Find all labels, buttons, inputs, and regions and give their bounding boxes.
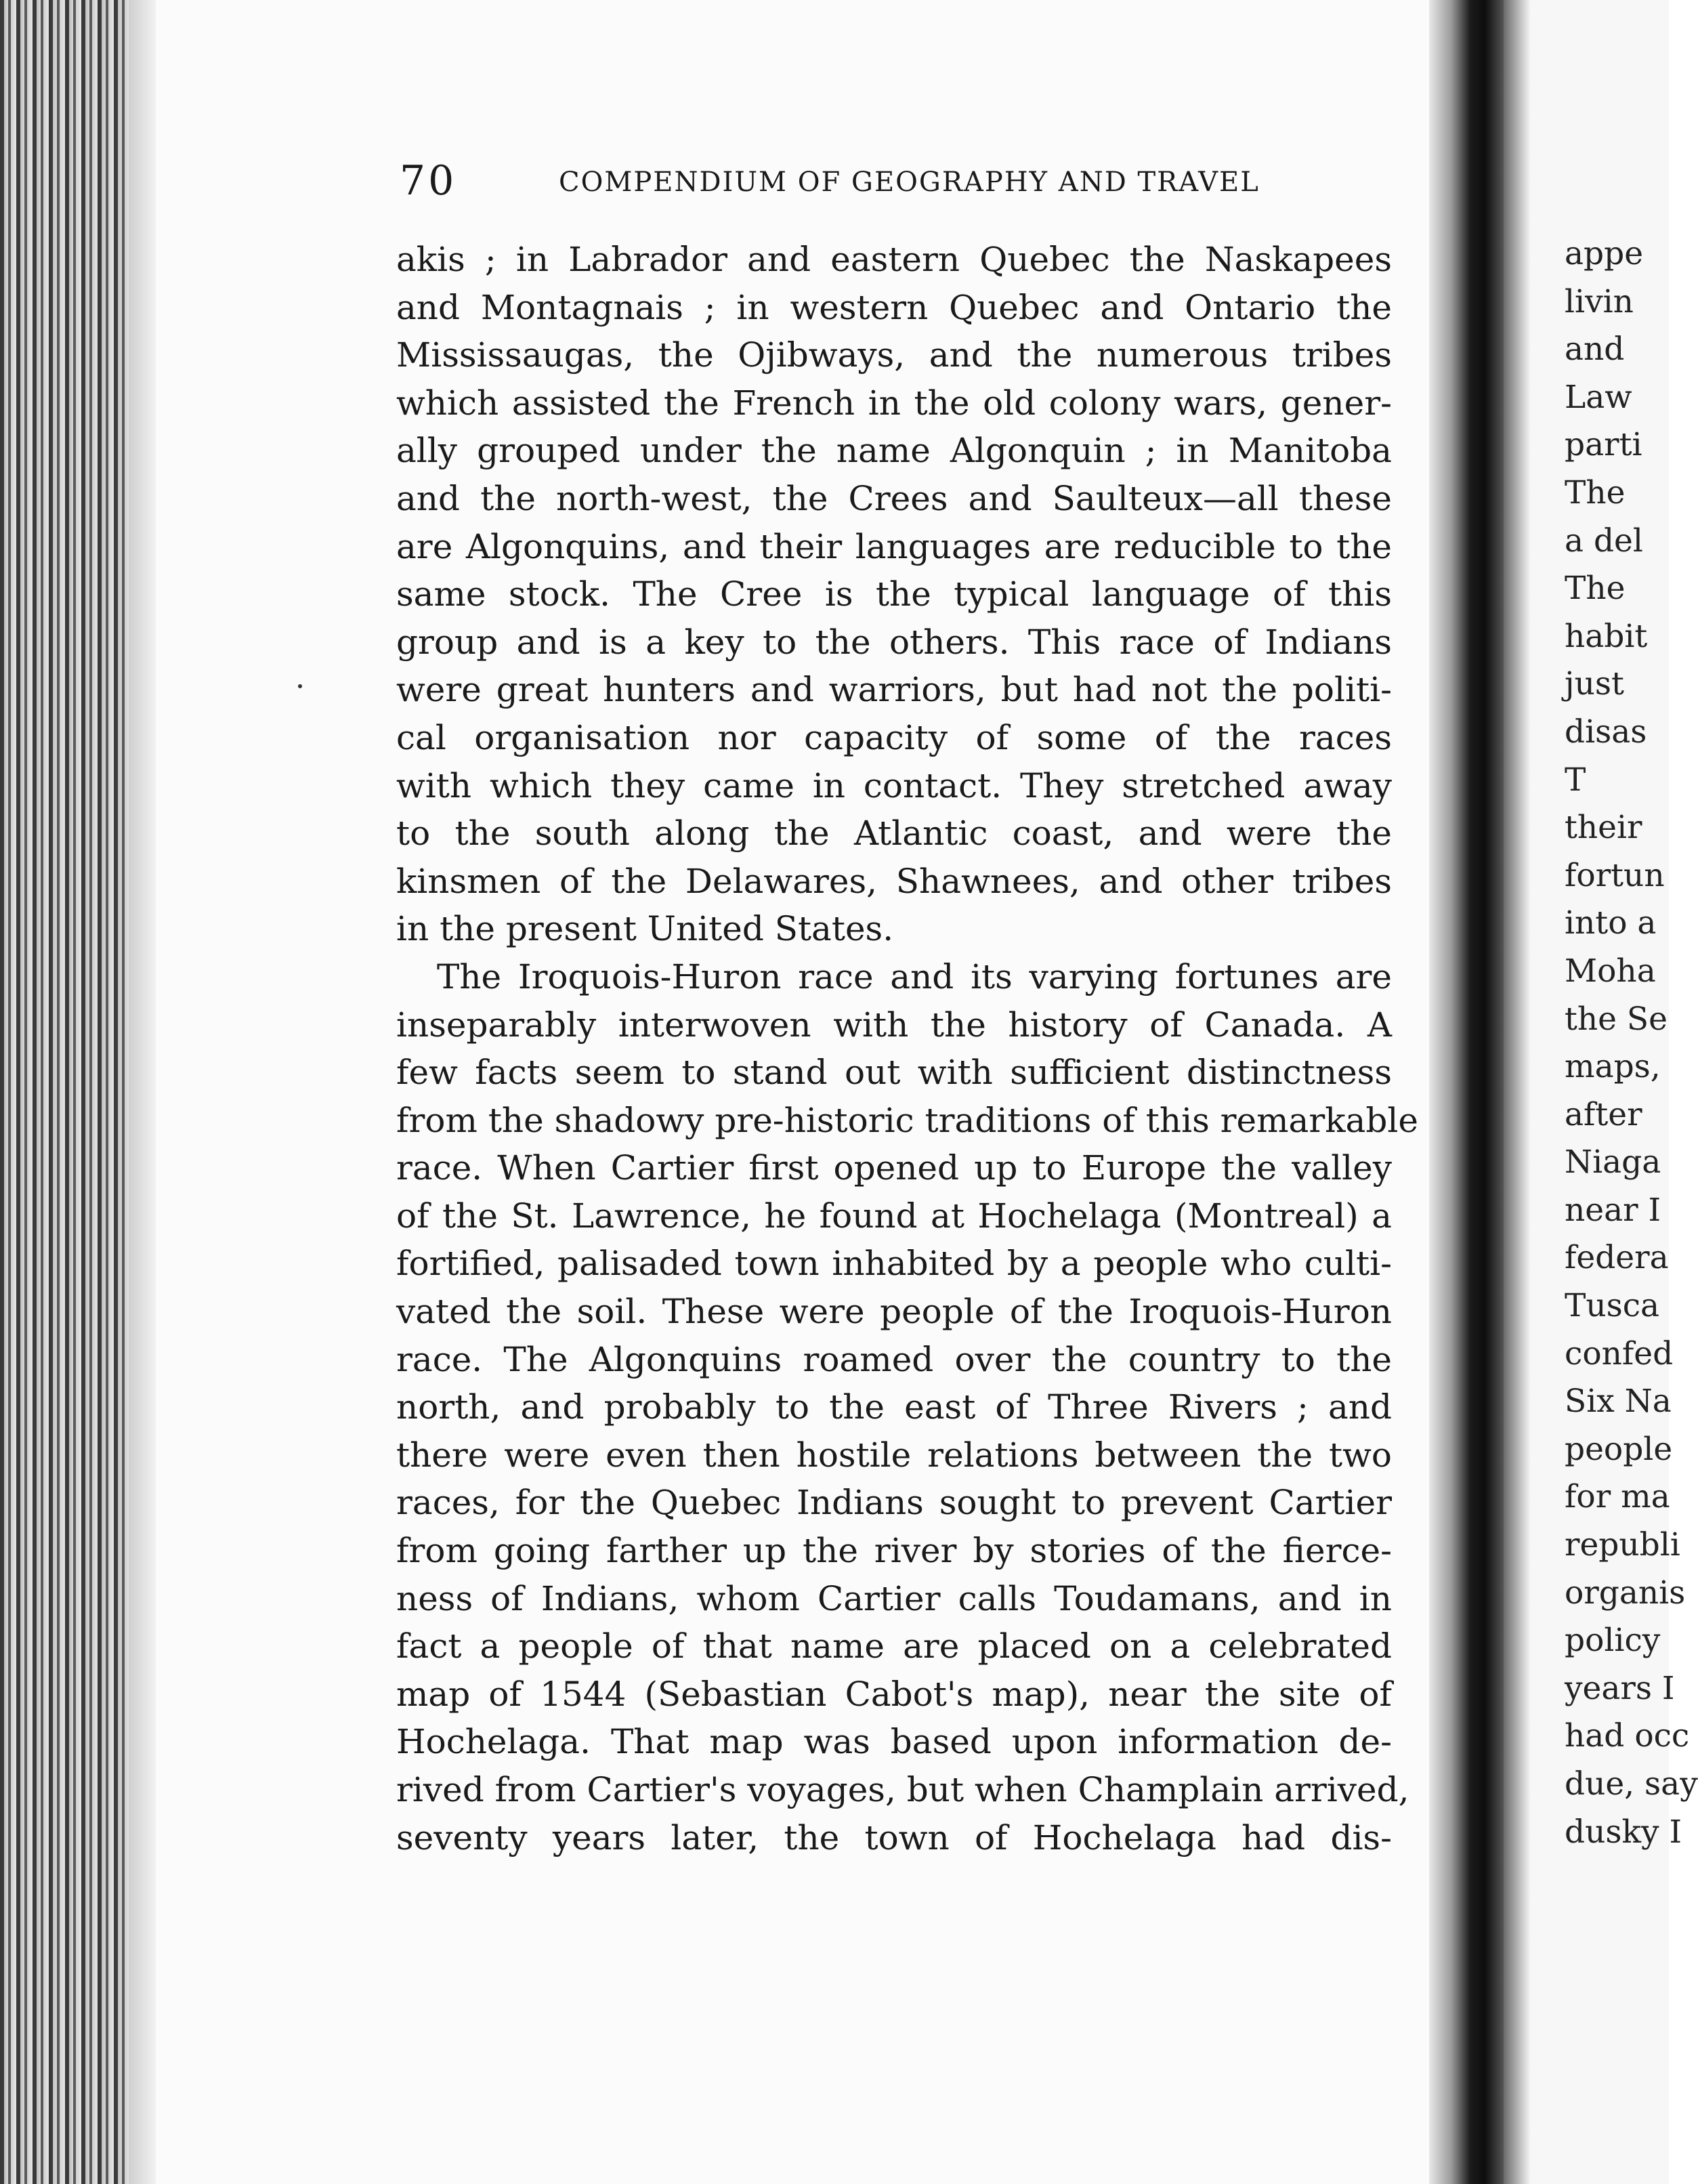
text-line: seventy years later, the town of Hochelaga had dis- xyxy=(396,1818,1392,1857)
text-line: The Iroquois-Huron race and its varying fortunes are xyxy=(437,957,1392,996)
facing-text-line: livin xyxy=(1565,282,1634,320)
facing-text-line: people xyxy=(1565,1430,1673,1468)
facing-text-line: and xyxy=(1565,331,1625,369)
text-line: race. When Cartier first opened up to Europe the valley xyxy=(396,1148,1392,1188)
text-line: from going farther up the river by stories of the fierce- xyxy=(396,1531,1392,1571)
facing-text-line: Moha xyxy=(1565,952,1656,990)
page-header xyxy=(400,157,1395,211)
text-line: same stock. The Cree is the typical language of this xyxy=(396,574,1392,614)
text-line: inseparably interwoven with the history of Canada. A xyxy=(396,1005,1392,1045)
facing-text-line: federa xyxy=(1565,1239,1669,1277)
facing-text-line: appe xyxy=(1565,235,1644,272)
text-line: in the present United States. xyxy=(396,909,894,949)
facing-text-line: into a xyxy=(1565,904,1657,942)
text-line: Hochelaga. That map was based upon information de- xyxy=(396,1722,1392,1762)
text-line: which assisted the French in the old colony wars, gener- xyxy=(396,383,1392,423)
page-number: 70 xyxy=(400,157,457,205)
text-line: cal organisation nor capacity of some of the races xyxy=(396,717,1392,757)
facing-text-line: policy xyxy=(1565,1622,1661,1660)
text-line: ness of Indians, whom Cartier calls Toudamans, and in xyxy=(396,1578,1392,1618)
facing-text-line: had occ xyxy=(1565,1717,1690,1755)
facing-text-line: for ma xyxy=(1565,1478,1670,1516)
facing-text-line: after xyxy=(1565,1095,1642,1133)
text-line: group and is a key to the others. This race of Indians xyxy=(396,622,1392,662)
text-line: and Montagnais ; in western Quebec and Ontario the xyxy=(396,287,1392,327)
text-line: north, and probably to the east of Three Rivers ; and xyxy=(396,1387,1392,1427)
facing-text-line: due, say xyxy=(1565,1765,1698,1803)
book-spine-gutter xyxy=(1429,0,1504,2184)
text-line: rived from Cartier's voyages, but when Champlain arrived, xyxy=(396,1770,1409,1809)
text-line: vated the soil. These were people of the Iroquois-Huron xyxy=(396,1292,1392,1332)
text-line: ally grouped under the name Algonquin ; in Manitoba xyxy=(396,431,1392,471)
text-line: from the shadowy pre-historic traditions of this remarkable xyxy=(396,1100,1418,1140)
facing-text-line: the Se xyxy=(1565,1000,1668,1038)
facing-page xyxy=(1504,0,1698,2184)
text-line: and the north-west, the Crees and Saulteux—all these xyxy=(396,478,1392,518)
text-line: to the south along the Atlantic coast, and were the xyxy=(396,814,1392,854)
facing-text-line: The xyxy=(1565,570,1626,608)
facing-text-line: maps, xyxy=(1565,1048,1661,1086)
facing-text-line: Tusca xyxy=(1565,1287,1660,1325)
facing-text-line: habit xyxy=(1565,617,1648,655)
facing-text-line: years I xyxy=(1565,1669,1675,1707)
facing-text-line: organis xyxy=(1565,1574,1686,1612)
stray-ink-mark xyxy=(298,684,302,688)
facing-text-line: republi xyxy=(1565,1526,1680,1564)
facing-text-line: confed xyxy=(1565,1335,1674,1372)
text-line: races, for the Quebec Indians sought to prevent Cartier xyxy=(396,1483,1392,1523)
facing-text-line: their xyxy=(1565,809,1642,847)
body-text xyxy=(396,236,1418,1862)
facing-page-text xyxy=(1565,230,1698,1856)
text-line: Mississaugas, the Ojibways, and the numerous tribes xyxy=(396,335,1392,375)
facing-text-line: fortun xyxy=(1565,856,1665,894)
text-line: akis ; in Labrador and eastern Quebec the Naskapees xyxy=(396,240,1392,279)
text-line: kinsmen of the Delawares, Shawnees, and other tribes xyxy=(396,861,1392,901)
text-line: with which they came in contact. They stretched away xyxy=(396,765,1392,805)
text-line: of the St. Lawrence, he found at Hochelaga (Montreal) a xyxy=(396,1196,1392,1236)
text-line: fortified, palisaded town inhabited by a people who culti- xyxy=(396,1244,1392,1284)
facing-text-line: T xyxy=(1565,761,1586,799)
facing-text-line: parti xyxy=(1565,426,1642,464)
running-head: COMPENDIUM OF GEOGRAPHY AND TRAVEL xyxy=(559,167,1260,198)
facing-text-line: Law xyxy=(1565,378,1632,416)
facing-text-line: Niaga xyxy=(1565,1143,1661,1181)
facing-text-line: Six Na xyxy=(1565,1383,1672,1421)
text-line: race. The Algonquins roamed over the country to the xyxy=(396,1339,1392,1379)
text-line: fact a people of that name are placed on a celebrated xyxy=(396,1626,1392,1666)
facing-text-line: just xyxy=(1565,665,1624,703)
facing-text-line: near I xyxy=(1565,1191,1661,1229)
facing-text-line: dusky I xyxy=(1565,1813,1682,1851)
book-page-edges xyxy=(0,0,156,2184)
text-line: are Algonquins, and their languages are reducible to the xyxy=(396,526,1392,566)
facing-text-line: disas xyxy=(1565,713,1647,751)
text-line: were great hunters and warriors, but had not the politi- xyxy=(396,670,1392,710)
text-line: there were even then hostile relations between the two xyxy=(396,1435,1392,1475)
facing-text-line: a del xyxy=(1565,522,1643,560)
text-line: few facts seem to stand out with sufficient distinctness xyxy=(396,1053,1392,1093)
facing-text-line: The xyxy=(1565,474,1626,511)
text-line: map of 1544 (Sebastian Cabot's map), near the site of xyxy=(396,1674,1392,1714)
